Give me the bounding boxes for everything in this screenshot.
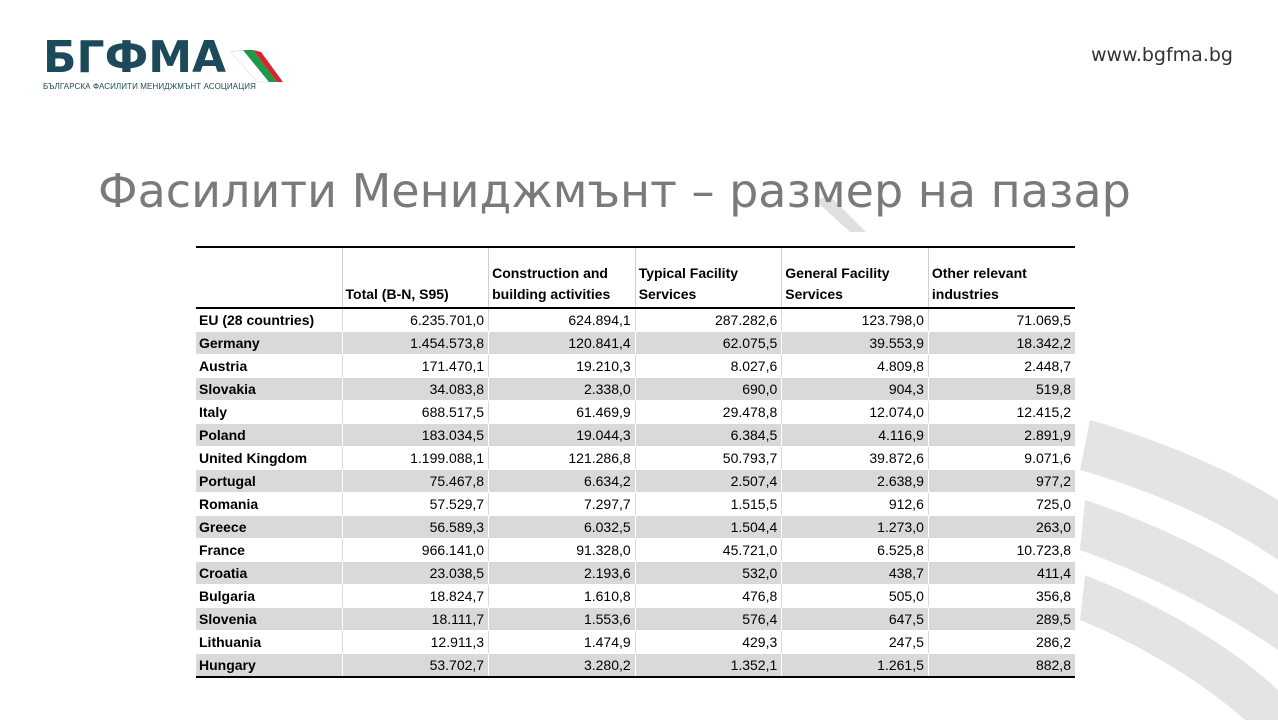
cell-other: 356,8: [928, 585, 1075, 608]
cell-country: Italy: [196, 401, 342, 424]
table-row: [196, 608, 1075, 631]
cell-construction: 2.338,0: [489, 378, 636, 401]
cell-country: Lithuania: [196, 631, 342, 654]
cell-general-fs: 1.261,5: [782, 654, 929, 678]
cell-general-fs: 4.809,8: [782, 355, 929, 378]
cell-general-fs: 39.872,6: [782, 447, 929, 470]
market-size-table-container: [196, 246, 1075, 678]
cell-general-fs: 647,5: [782, 608, 929, 631]
cell-general-fs: 6.525,8: [782, 539, 929, 562]
cell-other: 18.342,2: [928, 332, 1075, 355]
cell-other: 2.891,9: [928, 424, 1075, 447]
cell-construction: 91.328,0: [489, 539, 636, 562]
table-row: [196, 401, 1075, 424]
header-typical-fs: Typical Facility Services: [635, 247, 782, 308]
cell-construction: 3.280,2: [489, 654, 636, 678]
cell-typical-fs: 8.027,6: [635, 355, 782, 378]
cell-general-fs: 912,6: [782, 493, 929, 516]
cell-other: 519,8: [928, 378, 1075, 401]
cell-total: 966.141,0: [342, 539, 489, 562]
cell-construction: 61.469,9: [489, 401, 636, 424]
header-country: [196, 247, 342, 308]
cell-construction: 1.553,6: [489, 608, 636, 631]
cell-construction: 2.193,6: [489, 562, 636, 585]
cell-country: United Kingdom: [196, 447, 342, 470]
cell-other: 12.415,2: [928, 401, 1075, 424]
cell-total: 75.467,8: [342, 470, 489, 493]
cell-total: 1.199.088,1: [342, 447, 489, 470]
cell-country: EU (28 countries): [196, 308, 342, 332]
cell-construction: 121.286,8: [489, 447, 636, 470]
cell-general-fs: 1.273,0: [782, 516, 929, 539]
cell-other: 10.723,8: [928, 539, 1075, 562]
cell-total: 23.038,5: [342, 562, 489, 585]
cell-country: France: [196, 539, 342, 562]
cell-other: 263,0: [928, 516, 1075, 539]
cell-typical-fs: 1.504,4: [635, 516, 782, 539]
cell-general-fs: 12.074,0: [782, 401, 929, 424]
cell-other: 2.448,7: [928, 355, 1075, 378]
cell-general-fs: 247,5: [782, 631, 929, 654]
cell-typical-fs: 62.075,5: [635, 332, 782, 355]
cell-total: 171.470,1: [342, 355, 489, 378]
cell-general-fs: 39.553,9: [782, 332, 929, 355]
table-row: [196, 355, 1075, 378]
cell-construction: 7.297,7: [489, 493, 636, 516]
cell-general-fs: 505,0: [782, 585, 929, 608]
cell-other: 289,5: [928, 608, 1075, 631]
cell-country: Poland: [196, 424, 342, 447]
logo-tagline: БЪЛГАРСКА ФАСИЛИТИ МЕНИДЖМЪНТ АСОЦИАЦИЯ: [43, 82, 256, 91]
table-row: [196, 424, 1075, 447]
table-row: [196, 654, 1075, 678]
cell-typical-fs: 29.478,8: [635, 401, 782, 424]
cell-country: Slovenia: [196, 608, 342, 631]
cell-total: 6.235.701,0: [342, 308, 489, 332]
table-row: [196, 631, 1075, 654]
cell-typical-fs: 476,8: [635, 585, 782, 608]
cell-typical-fs: 576,4: [635, 608, 782, 631]
cell-typical-fs: 1.352,1: [635, 654, 782, 678]
header-total: Total (B-N, S95): [342, 247, 489, 308]
cell-general-fs: 2.638,9: [782, 470, 929, 493]
table-row: [196, 332, 1075, 355]
table-row: [196, 447, 1075, 470]
cell-other: 9.071,6: [928, 447, 1075, 470]
cell-country: Romania: [196, 493, 342, 516]
slide-title: Фасилити Мениджмънт – размер на пазар: [98, 164, 1131, 218]
cell-total: 34.083,8: [342, 378, 489, 401]
table-row: [196, 562, 1075, 585]
cell-total: 56.589,3: [342, 516, 489, 539]
cell-typical-fs: 690,0: [635, 378, 782, 401]
cell-total: 53.702,7: [342, 654, 489, 678]
cell-construction: 6.032,5: [489, 516, 636, 539]
cell-country: Bulgaria: [196, 585, 342, 608]
bgfma-logo: [43, 32, 256, 96]
cell-general-fs: 904,3: [782, 378, 929, 401]
cell-typical-fs: 429,3: [635, 631, 782, 654]
cell-other: 286,2: [928, 631, 1075, 654]
cell-country: Greece: [196, 516, 342, 539]
table-row: [196, 493, 1075, 516]
cell-other: 977,2: [928, 470, 1075, 493]
cell-typical-fs: 287.282,6: [635, 308, 782, 332]
cell-total: 18.111,7: [342, 608, 489, 631]
cell-country: Slovakia: [196, 378, 342, 401]
cell-total: 688.517,5: [342, 401, 489, 424]
cell-construction: 19.210,3: [489, 355, 636, 378]
cell-other: 71.069,5: [928, 308, 1075, 332]
cell-typical-fs: 50.793,7: [635, 447, 782, 470]
cell-total: 12.911,3: [342, 631, 489, 654]
market-size-table: [196, 246, 1075, 678]
cell-typical-fs: 45.721,0: [635, 539, 782, 562]
header-construction: Construction and building activities: [489, 247, 636, 308]
table-header-row: [196, 247, 1075, 308]
logo-wordmark: БГФМА: [43, 32, 227, 83]
cell-construction: 624.894,1: [489, 308, 636, 332]
table-body: [196, 308, 1075, 677]
cell-general-fs: 123.798,0: [782, 308, 929, 332]
table-row: [196, 539, 1075, 562]
cell-general-fs: 4.116,9: [782, 424, 929, 447]
cell-total: 1.454.573,8: [342, 332, 489, 355]
cell-construction: 19.044,3: [489, 424, 636, 447]
cell-other: 725,0: [928, 493, 1075, 516]
cell-country: Austria: [196, 355, 342, 378]
cell-other: 882,8: [928, 654, 1075, 678]
header-general-fs: General Facility Services: [782, 247, 929, 308]
table-row: [196, 378, 1075, 401]
cell-other: 411,4: [928, 562, 1075, 585]
cell-typical-fs: 532,0: [635, 562, 782, 585]
cell-country: Portugal: [196, 470, 342, 493]
table-row: [196, 585, 1075, 608]
website-link[interactable]: www.bgfma.bg: [1090, 44, 1233, 66]
cell-general-fs: 438,7: [782, 562, 929, 585]
cell-country: Hungary: [196, 654, 342, 678]
cell-construction: 6.634,2: [489, 470, 636, 493]
cell-construction: 1.610,8: [489, 585, 636, 608]
cell-total: 57.529,7: [342, 493, 489, 516]
cell-typical-fs: 6.384,5: [635, 424, 782, 447]
table-row: [196, 470, 1075, 493]
cell-total: 183.034,5: [342, 424, 489, 447]
cell-construction: 120.841,4: [489, 332, 636, 355]
cell-country: Croatia: [196, 562, 342, 585]
cell-total: 18.824,7: [342, 585, 489, 608]
cell-country: Germany: [196, 332, 342, 355]
cell-construction: 1.474,9: [489, 631, 636, 654]
cell-typical-fs: 1.515,5: [635, 493, 782, 516]
table-row: [196, 308, 1075, 332]
table-row: [196, 516, 1075, 539]
header-other: Other relevant industries: [928, 247, 1075, 308]
cell-typical-fs: 2.507,4: [635, 470, 782, 493]
